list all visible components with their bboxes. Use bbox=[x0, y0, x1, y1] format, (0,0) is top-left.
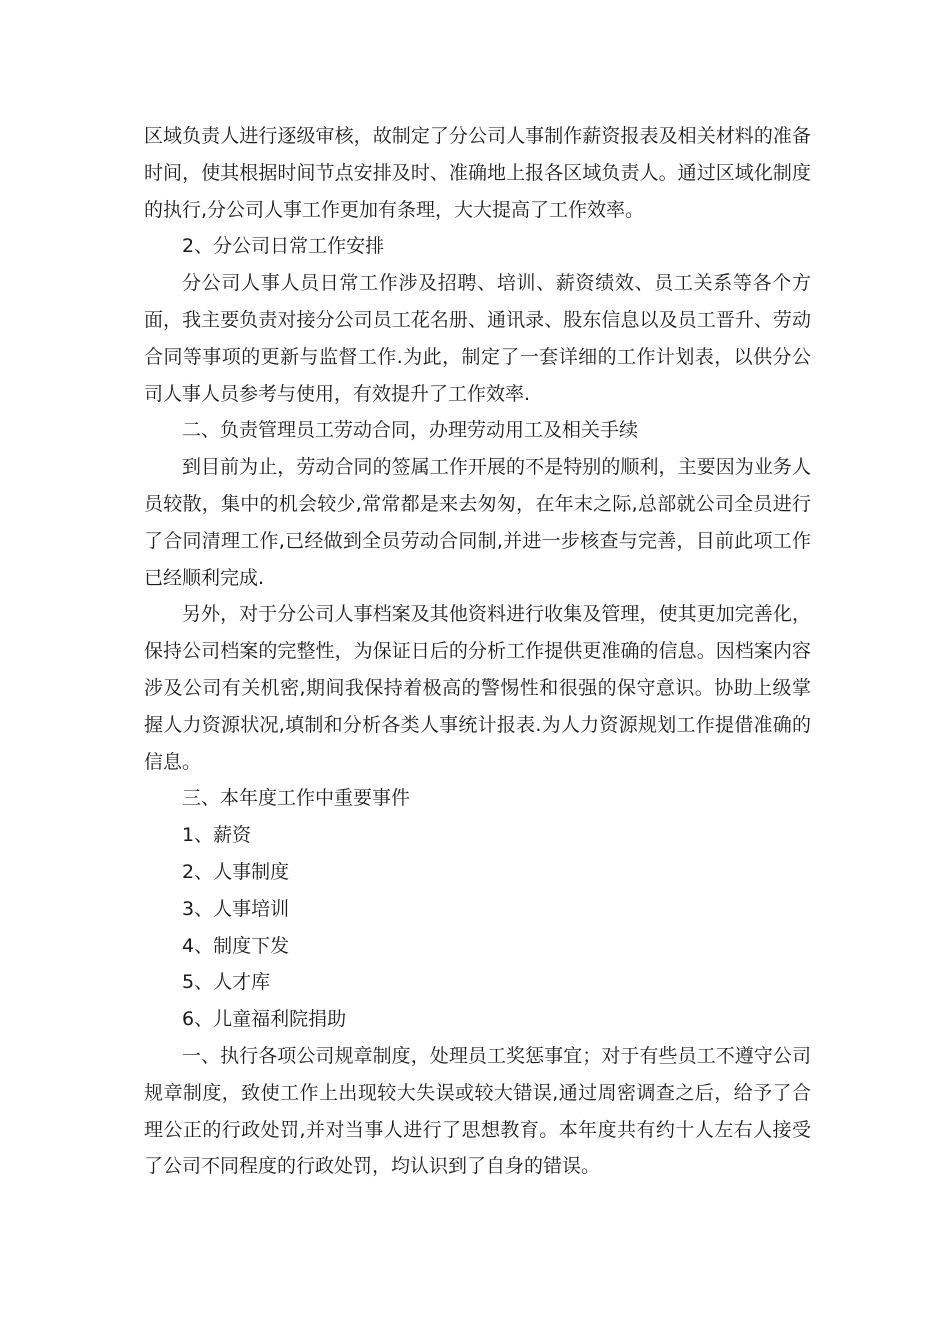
paragraph-labor-contracts: 到目前为止，劳动合同的签属工作开展的不是特别的顺利，主要因为业务人员较散，集中的机会较少,常常都是来去匆匆，在年末之际,总部就公司全员进行了合同清理工作,已经做到全员劳动合同制,并进一步核查与完善，目前此项工作已经顺利完成. bbox=[144, 456, 811, 589]
list-item-orphanage-donation: 6、儿童福利院捐助 bbox=[182, 1008, 347, 1031]
paragraph-branch-daily-work: 分公司人事人员日常工作涉及招聘、培训、薪资绩效、员工关系等各个方面，我主要负责对接分公司员工花名册、通讯录、股东信息以及员工晋升、劳动合同等事项的更新与监督工作.为此，制定了一套详细的工作计划表，以供分公司人事人员参考与使用，有效提升了工作效率. bbox=[144, 272, 811, 405]
list-item-personnel-training: 3、人事培训 bbox=[182, 897, 290, 920]
document-page bbox=[144, 118, 811, 1185]
list-item-talent-pool: 5、人才库 bbox=[182, 971, 271, 994]
list-item-personnel-system: 2、人事制度 bbox=[182, 860, 290, 883]
paragraph-regional-review: 区域负责人进行逐级审核，故制定了分公司人事制作薪资报表及相关材料的准备时间，使其根据时间节点安排及时、准确地上报各区域负责人。通过区域化制度的执行,分公司人事工作更加有条理，大大提高了工作效率。 bbox=[144, 125, 811, 221]
paragraph-personnel-archives: 另外，对于分公司人事档案及其他资料进行收集及管理，使其更加完善化，保持公司档案的完整性，为保证日后的分析工作提供更准确的信息。因档案内容涉及公司有关机密,期间我保持着极高的警惕性和很强的保守意识。协助上级掌握人力资源状况,填制和分析各类人事统计报表.为人力资源规划工作提借准确的信息。 bbox=[144, 603, 811, 773]
heading-labor-contracts: 二、负责管理员工劳动合同，办理劳动用工及相关手续 bbox=[182, 419, 639, 442]
list-item-system-issuance: 4、制度下发 bbox=[182, 934, 290, 957]
paragraph-rules-discipline: 一、执行各项公司规章制度，处理员工奖惩事宜；对于有些员工不遵守公司规章制度，致使工作上出现较大失误或较大错误,通过周密调查之后，给予了合理公正的行政处罚,并对当事人进行了思想教育。本年度共有约十人左右人接受了公司不同程度的行政处罚，均认识到了自身的错误。 bbox=[144, 1044, 811, 1178]
list-item-salary: 1、薪资 bbox=[182, 824, 252, 847]
heading-important-events: 三、本年度工作中重要事件 bbox=[182, 787, 411, 810]
heading-branch-daily-work: 2、分公司日常工作安排 bbox=[182, 235, 385, 258]
